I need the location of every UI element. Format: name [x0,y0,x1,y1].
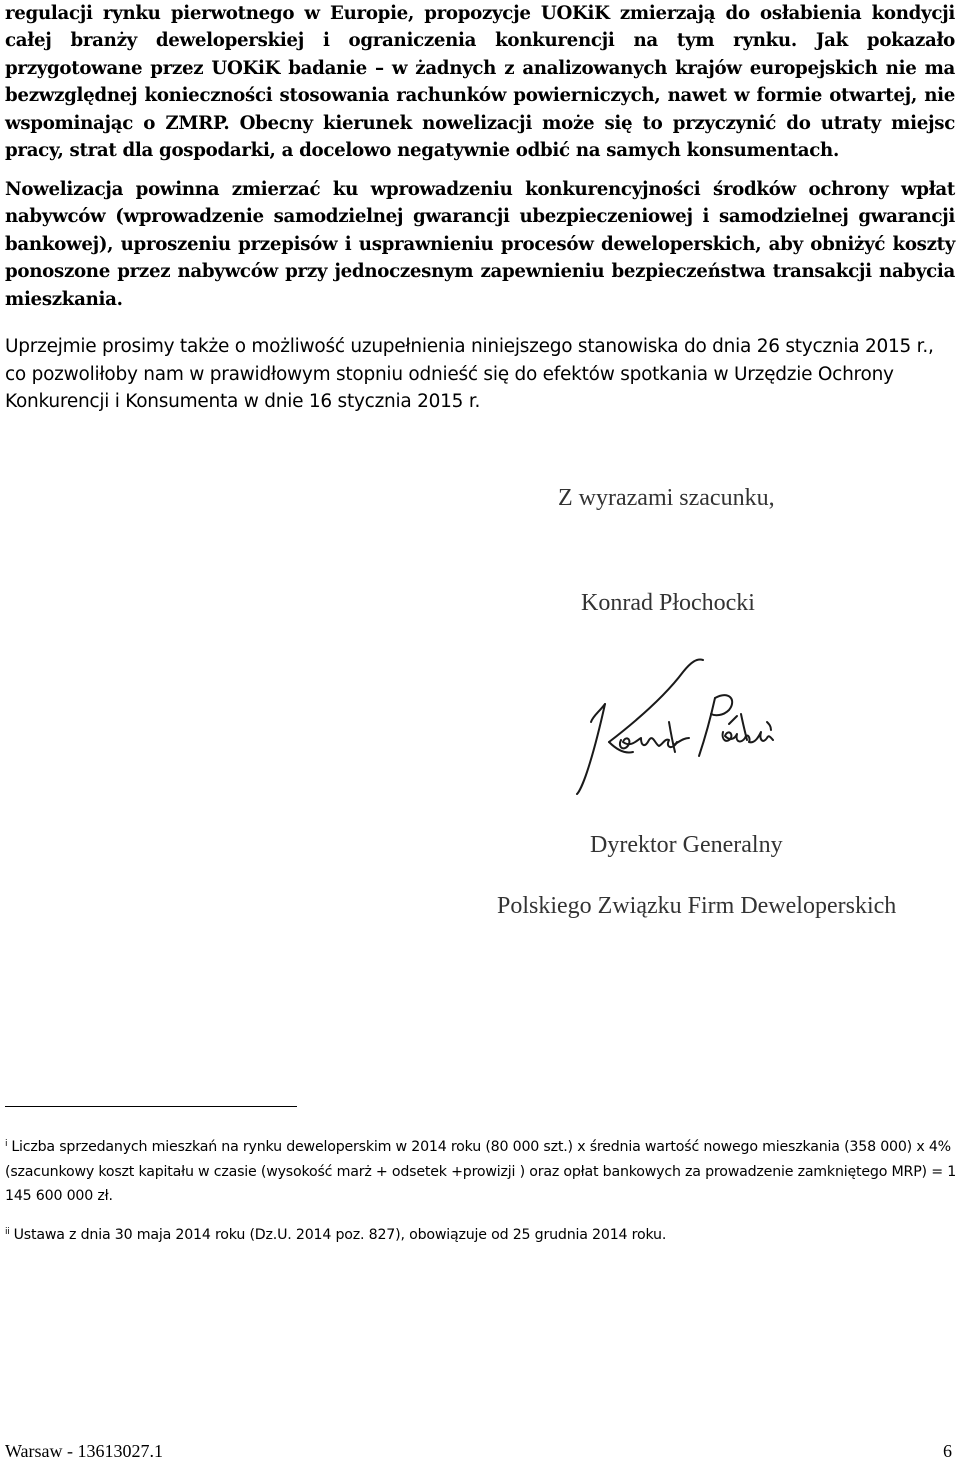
footnote-2-text: Ustawa z dnia 30 maja 2014 roku (Dz.U. 2014 poz. 827), obowiązuje od 25 grudnia 2014 roku. [13,1227,667,1243]
signatory-name: Konrad Płochocki [581,590,755,616]
footnote-separator [5,1106,297,1107]
handwritten-signature [565,652,795,797]
signatory-organization: Polskiego Związku Firm Deweloperskich [497,893,897,919]
signature-drawing [565,652,795,797]
footnote-2-marker: ii [5,1227,10,1237]
footnote-2 [5,1223,957,1248]
closing-salutation: Z wyrazami szacunku, [558,485,775,511]
body-paragraph-1: regulacji rynku pierwotnego w Europie, propozycje UOKiK zmierzają do osłabienia kondycji całej branży deweloperskiej i ograniczenia konkurencji na tym rynku. Jak pokazało przygotowane przez UOKiK badanie – w żadnych z analizowanych krajów europejskich nie ma bezwzględnej konieczności stosowania rachunków powierniczych, nawet w formie otwartej, nie wspominając o ZMRP. Obecny kierunek nowelizacji może się to przyczynić do utraty miejsc pracy, strat dla gospodarki, a docelowo negatywnie odbić na samych konsumentach. [5,3,955,162]
footnote-1-text: Liczba sprzedanych mieszkań na rynku deweloperskim w 2014 roku (80 000 szt.) x średnia wartość nowego mieszkania (358 000) x 4% (szacunkowy koszt kapitału w czasie (wysokość marż + odsetek +prowizji ) oraz opłat bankowych za prowadzenie zamkniętego MRP) = 1 145 600 000 zł. [5,1139,957,1204]
signatory-position: Dyrektor Generalny [590,832,783,858]
body-paragraph-2: Nowelizacja powinna zmierzać ku wprowadzeniu konkurencyjności środków ochrony wpłat nabywców (wprowadzenie samodzielnej gwarancji ubezpieczeniowej i samodzielnej gwarancji bankowej), uproszeniu przepisów i usprawnieniu procesów deweloperskich, aby obniżyć koszty ponoszone przez nabywców przy jednoczesnym zapewnieniu bezpieczeństwa transakcji nabycia mieszkania. [5,179,955,310]
document-id: Warsaw - 13613027.1 [5,1441,164,1461]
footnote-1-marker: i [5,1139,8,1149]
body-paragraph-3: Uprzejmie prosimy także o możliwość uzupełnienia niniejszego stanowiska do dnia 26 stycznia 2015 r., co pozwoliłoby nam w prawidłowym stopniu odnieść się do efektów spotkania w Urzędzie Ochrony Konkurencji i Konsumenta w dnie 16 stycznia 2015 r. [5,336,934,413]
footnote-1 [5,1135,957,1209]
page-number: 6 [943,1441,952,1461]
